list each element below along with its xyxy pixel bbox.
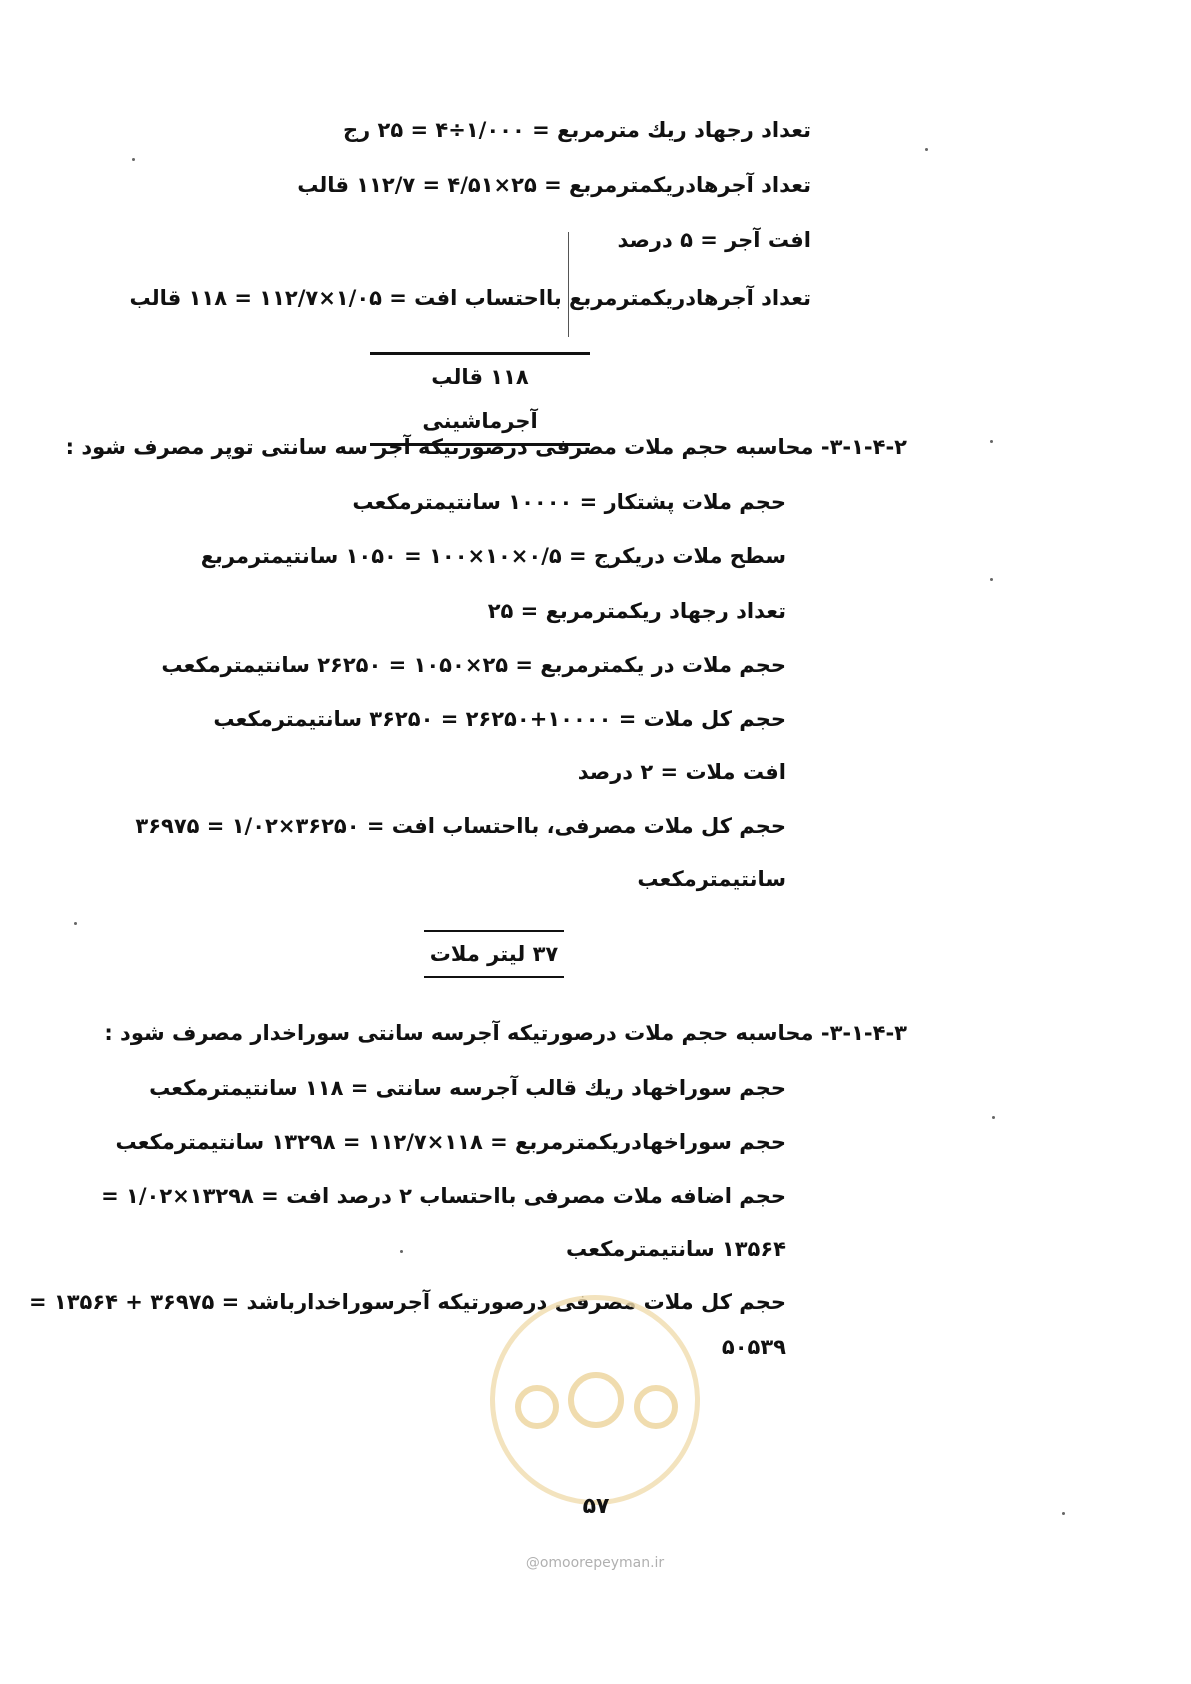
- line-hole-volume-per-brick: حجم سوراخهاد ریك قالب آجرسه سانتی = ۱۱۸ سانتیمترمکعب: [149, 1076, 786, 1100]
- scan-speck: [925, 148, 928, 151]
- line-total-mortar-hollow: حجم کل ملات مصرفی درصورتیکه آجرسوراخدارباشد = ۳۶۹۷۵ + ۱۳۵۶۴ =: [28, 1290, 786, 1314]
- page-number: ۵۷: [582, 1494, 610, 1519]
- scan-speck: [74, 922, 77, 925]
- line-hole-volume-per-sqm: حجم سوراخهادریکمترمربع = ۱۱۸×۱۱۲/۷ = ۱۳۲۹۸ سانتیمترمکعب: [115, 1130, 786, 1154]
- gear-icon: [568, 1372, 624, 1428]
- gear-icon: [634, 1385, 678, 1429]
- scan-speck: [990, 578, 993, 581]
- line-total-mortar-with-loss: حجم کل ملات مصرفی، بااحتساب افت = ۳۶۲۵۰×۱/۰۲ = ۳۶۹۷۵: [135, 814, 786, 838]
- scan-speck: [990, 440, 993, 443]
- scan-speck: [132, 158, 135, 161]
- line-brick-loss: افت آجر = ۵ درصد: [617, 228, 811, 252]
- watermark-url: @omoorepeyman.ir: [525, 1555, 665, 1571]
- line-extra-mortar-result: ۱۳۵۶۴ سانتیمترمکعب: [566, 1237, 786, 1261]
- line-total-result: ۵۰۵۳۹: [721, 1335, 786, 1359]
- summary-mortar: ۳۷ لیتر ملات: [424, 930, 564, 978]
- summary-bricks: ۱۱۸ قالب آجرماشینی: [370, 352, 590, 446]
- line-bricks-with-loss: تعداد آجرهادریکمترمربع بااحتساب افت = ۱/۰۵×۱۱۲/۷ = ۱۱۸ قالب: [129, 286, 811, 310]
- line-rows-per-sqm: تعداد رجهاد ریکمترمربع = ۲۵: [487, 599, 786, 623]
- section-heading-hollow-brick: ۳-۱-۴-۳- محاسبه حجم ملات درصورتیکه آجرسه سانتی سوراخدار مصرف شود :: [104, 1021, 907, 1045]
- scan-speck: [1062, 1512, 1065, 1515]
- line-mortar-per-sqm: حجم ملات در یکمترمربع = ۲۵×۱۰۵۰ = ۲۶۲۵۰ سانتیمترمکعب: [161, 653, 786, 677]
- scan-speck: [992, 1116, 995, 1119]
- gear-icon: [515, 1385, 559, 1429]
- line-unit-cubic-cm: سانتیمترمکعب: [637, 867, 786, 891]
- line-extra-mortar: حجم اضافه ملات مصرفی بااحتساب ۲ درصد افت = ۱۳۲۹۸×۱/۰۲ =: [101, 1184, 786, 1208]
- line-total-mortar: حجم کل ملات = ۱۰۰۰۰+۲۶۲۵۰ = ۳۶۲۵۰ سانتیمترمکعب: [213, 707, 786, 731]
- line-mortar-loss: افت ملات = ۲ درصد: [577, 760, 786, 784]
- scan-speck: [400, 1250, 403, 1253]
- line-backing-mortar: حجم ملات پشتکار = ۱۰۰۰۰ سانتیمترمکعب: [352, 490, 786, 514]
- section-heading-solid-brick: ۳-۱-۴-۲- محاسبه حجم ملات مصرفی درصورتیکه آجر سه سانتی توپر مصرف شود :: [65, 435, 907, 459]
- line-bricks-rows: تعداد رجهاد ریك مترمربع = ۱/۰۰۰÷۴ = ۲۵ رج: [342, 118, 811, 142]
- line-mortar-surface: سطح ملات دریکرج = ۰/۵×۱۰×۱۰۰ = ۱۰۵۰ سانتیمترمربع: [200, 544, 786, 568]
- line-bricks-count: تعداد آجرهادریکمترمربع = ۲۵×۴/۵۱ = ۱۱۲/۷ قالب: [297, 173, 811, 197]
